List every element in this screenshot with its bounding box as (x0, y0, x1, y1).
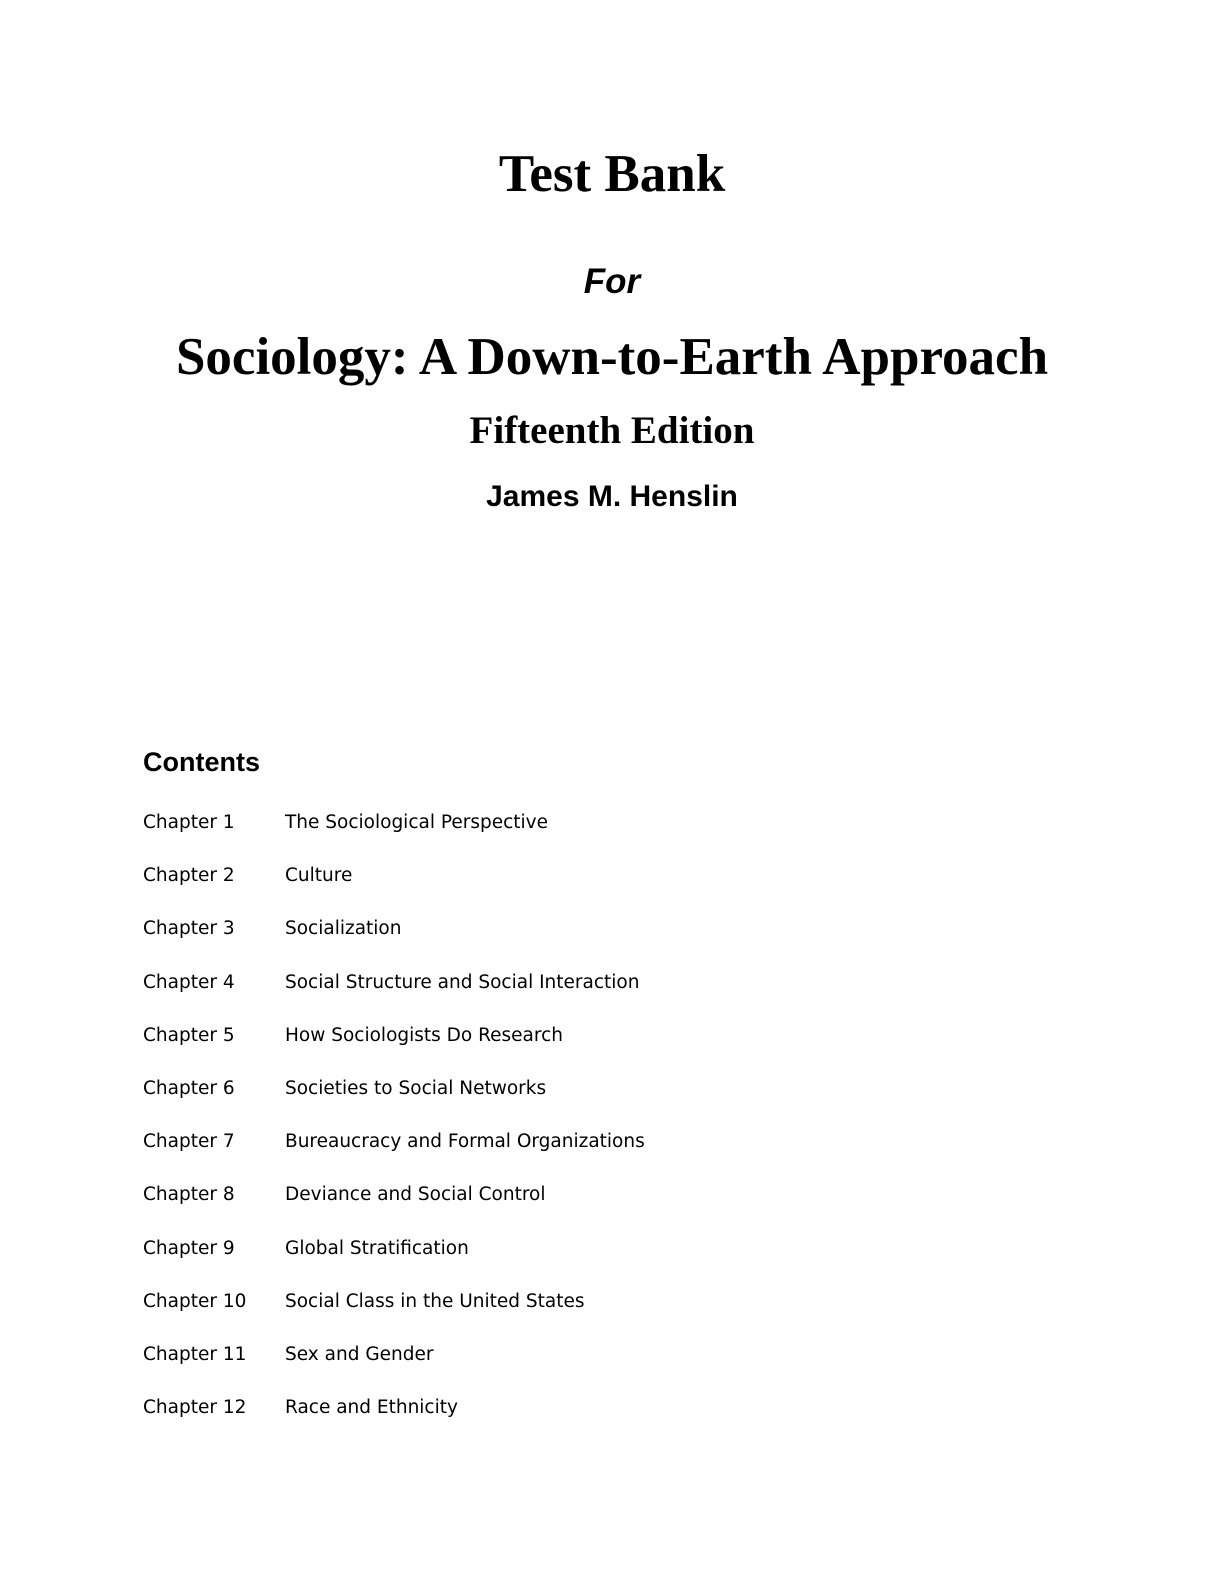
edition-label: Fifteenth Edition (469, 409, 755, 452)
toc-item (143, 1235, 645, 1288)
toc-chapter-number: Chapter 2 (143, 865, 235, 887)
toc-chapter-number: Chapter 4 (143, 971, 235, 993)
toc-chapter-title: Deviance and Social Control (285, 1184, 546, 1206)
toc-item (143, 1394, 645, 1447)
toc-item (143, 969, 645, 1022)
toc-chapter-number: Chapter 8 (143, 1184, 235, 1206)
toc-chapter-title: Bureaucracy and Formal Organizations (285, 1131, 645, 1153)
toc-item (143, 915, 645, 968)
toc-chapter-number: Chapter 11 (143, 1343, 247, 1365)
contents-heading: Contents (143, 747, 260, 777)
toc-chapter-number: Chapter 6 (143, 1077, 235, 1099)
toc-chapter-title: Race and Ethnicity (285, 1397, 458, 1419)
toc-chapter-title: Sex and Gender (285, 1343, 434, 1365)
toc-item (143, 1022, 645, 1075)
toc-chapter-number: Chapter 7 (143, 1131, 235, 1153)
toc-chapter-title: Societies to Social Networks (285, 1077, 547, 1099)
book-title: Sociology: A Down-to-Earth Approach (175, 328, 1049, 386)
toc-chapter-title: Social Class in the United States (285, 1290, 585, 1312)
toc-chapter-title: How Sociologists Do Research (285, 1024, 563, 1046)
table-of-contents (143, 809, 645, 1447)
toc-item (143, 1341, 645, 1394)
toc-chapter-number: Chapter 5 (143, 1024, 235, 1046)
toc-chapter-number: Chapter 10 (143, 1290, 247, 1312)
document-title: Test Bank (498, 145, 726, 203)
toc-chapter-title: Global Stratification (285, 1237, 469, 1259)
toc-item (143, 1181, 645, 1234)
toc-chapter-number: Chapter 3 (143, 918, 235, 940)
toc-item (143, 1075, 645, 1128)
toc-chapter-number: Chapter 12 (143, 1397, 247, 1419)
toc-item (143, 1128, 645, 1181)
author-name: James M. Henslin (486, 480, 738, 513)
for-label: For (583, 262, 641, 301)
toc-item (143, 809, 645, 862)
toc-item (143, 862, 645, 915)
toc-chapter-title: The Sociological Perspective (285, 812, 548, 833)
toc-chapter-number: Chapter 9 (143, 1237, 235, 1259)
toc-chapter-title: Social Structure and Social Interaction (285, 971, 640, 993)
toc-chapter-title: Socialization (285, 918, 402, 940)
toc-chapter-title: Culture (285, 865, 353, 887)
toc-chapter-number: Chapter 1 (143, 812, 235, 833)
toc-item (143, 1288, 645, 1341)
